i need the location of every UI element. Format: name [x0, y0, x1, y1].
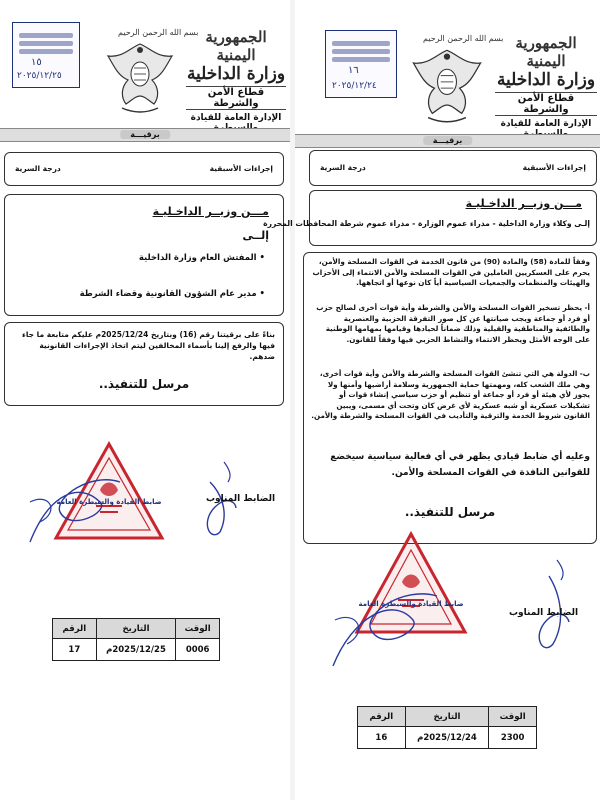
- body-box: [4, 322, 284, 406]
- ministry-name: وزارة الداخلية: [496, 70, 596, 90]
- doc-type-label: برقيـــة: [423, 136, 473, 145]
- classification-label: درجة السرية: [15, 164, 61, 173]
- procedure-label: إجراءات الأسبقية: [209, 164, 273, 173]
- stamp-date: ٢٠٢٥/١٢/٢٥: [17, 71, 62, 81]
- doc-type-banner: [295, 134, 600, 148]
- date-value: 2025/12/25م: [96, 639, 176, 661]
- document-page-left: [0, 0, 290, 800]
- date-value: 2025/12/24م: [405, 727, 489, 749]
- number-value: 16: [358, 727, 406, 749]
- time-header: الوقت: [176, 619, 220, 639]
- body-box: [303, 252, 597, 544]
- time-value: 0006: [176, 639, 220, 661]
- doc-type-banner: [0, 128, 290, 142]
- republic-name: الجمهورية اليمنية: [205, 28, 267, 64]
- paragraph-4: وعليه أي ضابط قيادي يظهر في أي فعالية سياسية سيخضع للقوانين النافذة في القوات المسلحة والأمن.: [330, 452, 590, 478]
- seal-text: ضابط القيادة والسيطرة العامة: [358, 600, 464, 608]
- stamp-number: ١٥: [31, 57, 42, 68]
- document-page-right: [263, 0, 600, 800]
- yemen-eagle-emblem: [405, 44, 489, 126]
- yemen-eagle-emblem: [100, 38, 180, 116]
- priority-box: [4, 152, 284, 186]
- body-text: بناءً على برقيتنا رقم (16) وبتاريخ 2025/12/24م عليكم متابعة ما جاء فيها والرفع إلينا بأسماء المخالفين ليتم اتخاذ الإجراءات القانونية ضدهم.: [22, 330, 275, 361]
- procedure-label: إجراءات الأسبقية: [522, 163, 586, 172]
- department-name: الإدارة العامة للقيادة: [190, 113, 282, 123]
- basmala: بسم الله الرحمن الرحيم: [118, 28, 199, 37]
- incoming-stamp: [325, 30, 397, 98]
- number-header: الرقم: [53, 619, 97, 639]
- number-header: الرقم: [358, 707, 406, 727]
- footer-table: [357, 706, 537, 749]
- sector-name: قطاع الأمن والشرطة: [495, 92, 597, 116]
- from-line: مـــن وزيــر الداخـليـة: [152, 205, 269, 218]
- addressing-box: [4, 194, 284, 316]
- date-header: التاريخ: [96, 619, 176, 639]
- recipient-2: • مدير عام الشؤون القانونية وقضاء الشرطة: [79, 289, 265, 299]
- footer-table: [52, 618, 220, 661]
- incoming-stamp: [12, 22, 80, 88]
- to-label: إلــى: [242, 229, 269, 242]
- sector-name: قطاع الأمن والشرطة: [186, 86, 286, 110]
- signatory-title: الضابط المناوب: [509, 608, 579, 618]
- date-header: التاريخ: [405, 707, 489, 727]
- time-value: 2300: [489, 727, 537, 749]
- republic-name: الجمهورية اليمنية: [515, 34, 577, 70]
- stamp-number: ١٦: [348, 65, 359, 76]
- letterhead: [186, 28, 286, 133]
- closing-text: مرسل للتنفيذ..: [98, 377, 190, 391]
- closing-text: مرسل للتنفيذ..: [404, 505, 496, 519]
- ministry-name: وزارة الداخلية: [186, 64, 286, 84]
- number-value: 17: [53, 639, 97, 661]
- recipient-1: • المفتش العام وزارة الداخلية: [138, 253, 265, 263]
- stamp-date: ٢٠٢٥/١٢/٢٤: [332, 81, 377, 91]
- department-name: الإدارة العامة للقيادة: [500, 119, 592, 129]
- basmala: بسم الله الرحمن الرحيم: [423, 34, 504, 43]
- time-header: الوقت: [489, 707, 537, 727]
- seal-text: ضابط القيادة والسيطرة العامة: [56, 498, 162, 506]
- to-line: إلـى وكلاء وزارة الداخلية - مدراء عموم الوزارة - مدراء عموم شرطة المحافظات المحررة: [263, 219, 590, 228]
- from-line: مـــن وزيــر الداخـليـة: [465, 197, 582, 210]
- letterhead: [495, 34, 597, 139]
- paragraph-3: ب- الدولة هي التي تنشئ القوات المسلحة والشرطة والأمن وأية قوات أخرى، وهي ملك الشعب كله، ومهمتها حماية الجمهورية وسلامة أراضيها وأمنها ولا يجوز لأي هيئة أو فرد أو جماعة أو تنظيم أو حزب سياسي إنشاء قوات أو تشكيلات عسكرية أو شبه عسكرية لأي غرض كان وتحت أي مسمى، ويبين القانون شروط الخدمة والترقية والتأديب في القوات المسلحة والشرطة والأمن.: [311, 369, 590, 420]
- addressing-box: [263, 190, 597, 246]
- classification-label: درجة السرية: [320, 163, 366, 172]
- priority-box: [309, 150, 597, 186]
- doc-type-label: برقيـــة: [120, 130, 170, 139]
- paragraph-1: وفقاً للمادة (58) والمادة (90) من قانون الخدمة في القوات المسلحة والأمن، يحرم على العسكريين العاملين في القوات المسلحة والأمن الانتماء إلى الأحزاب والهيئات والمنظمات والجمعيات السياسية أياً كان نوعها أو اتجاهها.: [312, 257, 590, 287]
- signatory-title: الضابط المناوب: [206, 494, 276, 504]
- paragraph-2: أ- يحظر تسخير القوات المسلحة والأمن والشرطة وأية قوات أخرى لصالح حزب أو فرد أو جماعة ويجب صيانتها عن كل صور التفرقة الحزبية والعنصرية والطائفية والمناطقية والقبلية وذلك ضماناً لحيادها وقيامها بمهامها الوطنية على الوجه الأمثل ويحظر الانتماء والنشاط الحزبي فيها وفقاً للقانون.: [316, 303, 590, 344]
